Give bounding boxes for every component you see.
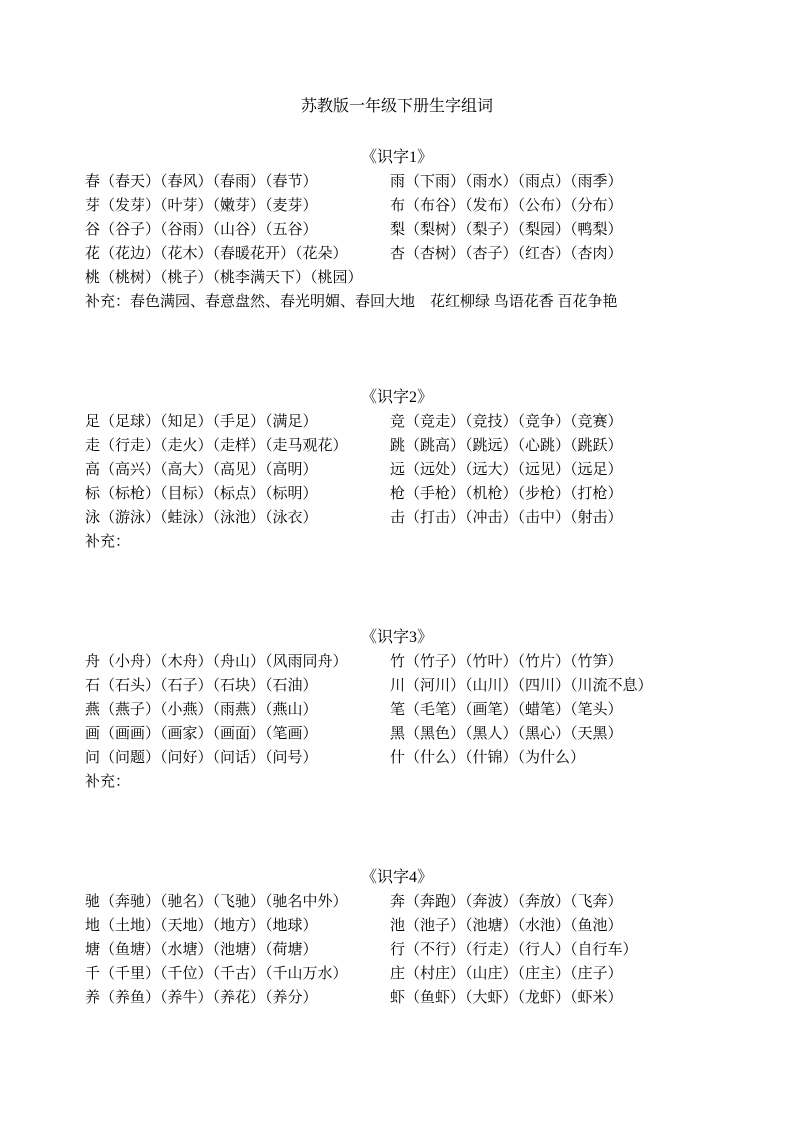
word-row <box>85 410 709 434</box>
word-row-left: 养（养鱼）（养牛）（养花）（养分） <box>85 990 318 1006</box>
sections-container <box>85 146 709 1010</box>
word-row-right: 虾（鱼虾）（大虾）（龙虾）（虾米） <box>390 990 623 1006</box>
word-row <box>85 674 709 698</box>
word-row <box>85 650 709 674</box>
word-row-left: 舟（小舟）（木舟）（舟山）（风雨同舟） <box>85 654 348 670</box>
section-header: 《识字4》 <box>360 869 433 886</box>
word-row <box>85 722 709 746</box>
word-row-right: 梨（梨树）（梨子）（梨园）（鸭梨） <box>390 222 623 238</box>
lesson-section <box>85 866 709 1010</box>
word-row-left: 地（土地）（天地）（地方）（地球） <box>85 918 318 934</box>
word-row <box>85 938 709 962</box>
section-header: 《识字3》 <box>360 629 433 646</box>
word-row-right: 川（河川）（山川）（四川）（川流不息） <box>390 678 653 694</box>
word-row-right: 池（池子）（池塘）（水池）（鱼池） <box>390 918 623 934</box>
word-row-right: 布（布谷）（发布）（公布）（分布） <box>390 198 623 214</box>
section-rows <box>85 890 709 1010</box>
word-row <box>85 482 709 506</box>
word-row-left: 石（石头）（石子）（石块）（石油） <box>85 678 318 694</box>
word-row <box>85 242 709 266</box>
word-row <box>85 962 709 986</box>
word-row-left: 桃（桃树）（桃子）（桃李满天下）（桃园） <box>85 270 363 286</box>
word-row-left: 足（足球）（知足）（手足）（满足） <box>85 414 318 430</box>
document-title: 苏教版一年级下册生字组词 <box>300 98 493 115</box>
word-row-right: 什（什么）（什锦）（为什么） <box>390 750 586 766</box>
word-row-left: 驰（奔驰）（驰名）（飞驰）（驰名中外） <box>85 894 348 910</box>
section-header: 《识字2》 <box>360 389 433 406</box>
word-row <box>85 434 709 458</box>
lesson-section <box>85 146 709 314</box>
word-row <box>85 170 709 194</box>
word-row-left: 画（画画）（画家）（画面）（笔画） <box>85 726 318 742</box>
section-rows <box>85 650 709 770</box>
word-row <box>85 218 709 242</box>
word-row <box>85 266 709 290</box>
word-row <box>85 194 709 218</box>
word-row <box>85 746 709 770</box>
word-row-left: 芽（发芽）（叶芽）（嫩芽）（麦芽） <box>85 198 318 214</box>
word-row <box>85 506 709 530</box>
word-row-right: 竞（竞走）（竞技）（竞争）（竞赛） <box>390 414 623 430</box>
word-row-left: 标（标枪）（目标）（标点）（标明） <box>85 486 318 502</box>
word-row-left: 花（花边）（花木）（春暖花开）（花朵） <box>85 246 348 262</box>
word-row-right: 黑（黑色）（黑人）（黑心）（天黑） <box>390 726 623 742</box>
word-row-left: 谷（谷子）（谷雨）（山谷）（五谷） <box>85 222 318 238</box>
word-row <box>85 914 709 938</box>
word-row-right <box>390 266 709 290</box>
section-rows <box>85 410 709 530</box>
section-rows <box>85 170 709 290</box>
word-row-right: 笔（毛笔）（画笔）（蜡笔）（笔头） <box>390 702 623 718</box>
word-row-left: 走（行走）（走火）（走样）（走马观花） <box>85 438 348 454</box>
word-row-left: 泳（游泳）（蛙泳）（泳池）（泳衣） <box>85 510 318 526</box>
word-row-right: 杏（杏树）（杏子）（红杏）（杏肉） <box>390 246 623 262</box>
word-row-left: 高（高兴）（高大）（高见）（高明） <box>85 462 318 478</box>
word-row-right: 击（打击）（冲击）（击中）（射击） <box>390 510 623 526</box>
word-row-left: 塘（鱼塘）（水塘）（池塘）（荷塘） <box>85 942 318 958</box>
word-row <box>85 986 709 1010</box>
word-row <box>85 698 709 722</box>
word-row-right: 奔（奔跑）（奔波）（奔放）（飞奔） <box>390 894 623 910</box>
lesson-section <box>85 386 709 554</box>
supplement-line: 补充： <box>85 534 131 550</box>
word-row-right: 竹（竹子）（竹叶）（竹片）（竹笋） <box>390 654 623 670</box>
word-row-right: 庄（村庄）（山庄）（庄主）（庄子） <box>390 966 623 982</box>
word-row-right: 雨（下雨）（雨水）（雨点）（雨季） <box>390 174 623 190</box>
word-row-left: 千（千里）（千位）（千古）（千山万水） <box>85 966 348 982</box>
word-row-right: 跳（跳高）（跳远）（心跳）（跳跃） <box>390 438 623 454</box>
supplement-line: 补充：春色满园、春意盘然、春光明媚、春回大地 花红柳绿 鸟语花香 百花争艳 <box>85 294 618 310</box>
word-row-left: 燕（燕子）（小燕）（雨燕）（燕山） <box>85 702 318 718</box>
word-row-right: 行（不行）（行走）（行人）（自行车） <box>390 942 638 958</box>
word-row <box>85 890 709 914</box>
word-row <box>85 458 709 482</box>
section-header: 《识字1》 <box>360 149 433 166</box>
word-row-right: 枪（手枪）（机枪）（步枪）（打枪） <box>390 486 623 502</box>
supplement-line: 补充： <box>85 774 131 790</box>
lesson-section <box>85 626 709 794</box>
word-row-left: 问（问题）（问好）（问话）（问号） <box>85 750 318 766</box>
word-row-left: 春（春天）（春风）（春雨）（春节） <box>85 174 318 190</box>
word-row-right: 远（远处）（远大）（远见）（远足） <box>390 462 623 478</box>
